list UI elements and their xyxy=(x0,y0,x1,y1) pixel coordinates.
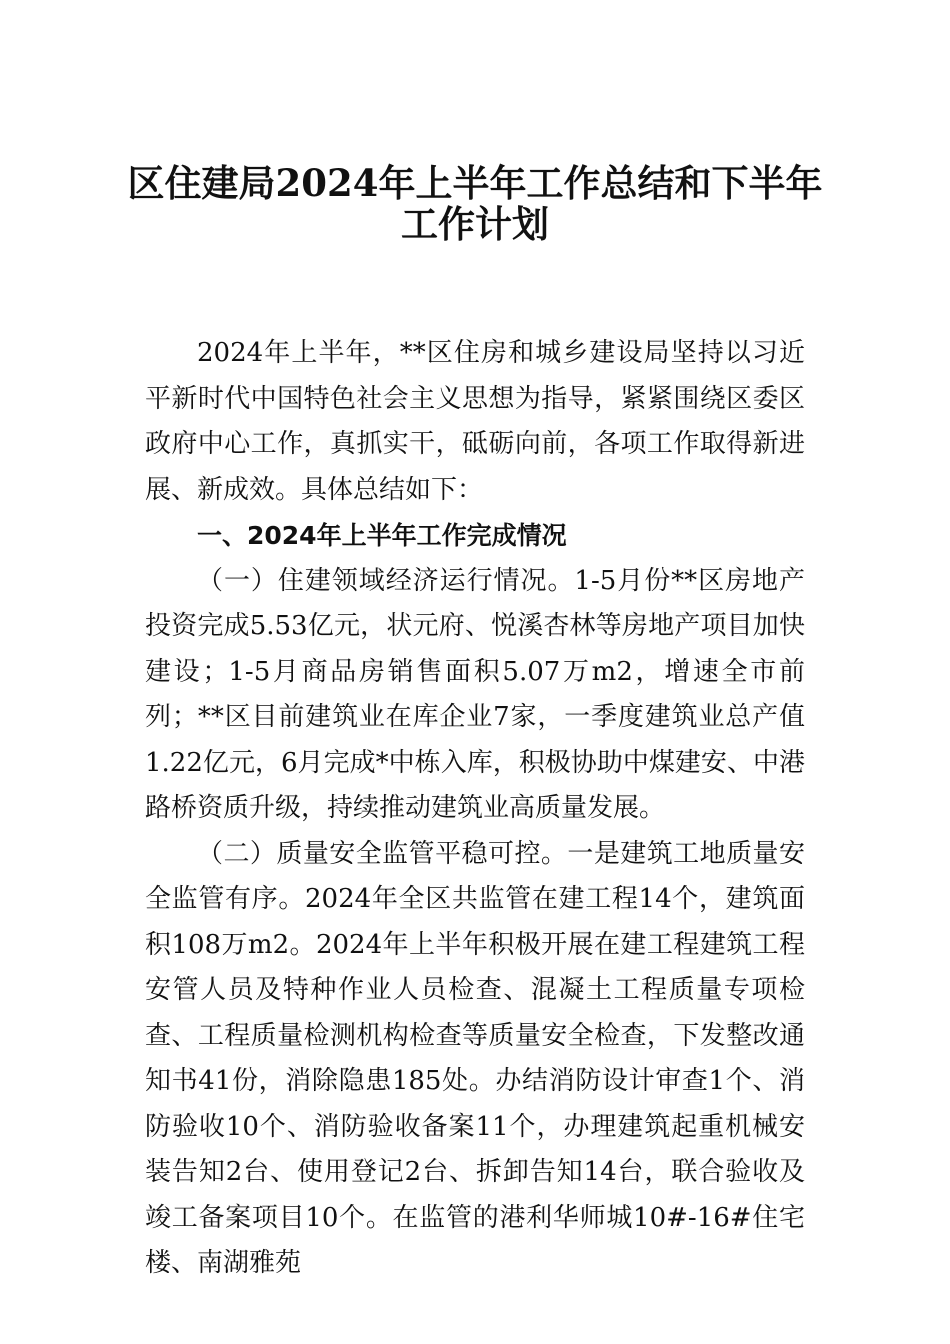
subsection-2-text: 一是建筑工地质量安全监管有序。2024年全区共监管在建工程14个，建筑面积108万m2。2024年上半年积极开展在建工程建筑工程安管人员及特种作业人员检查、混凝土工程质量专项检查、工程质量检测机构检查等质量安全检查，下发整改通知书41份，消除隐患185处。办结消防设计审查1个、消防验收10个、消防验收备案11个，办理建筑起重机械安装告知2台、使用登记2台、拆卸告知14台，联合验收及竣工备案项目10个。在监管的港利华师城10#-16#住宅楼、南湖雅苑 xyxy=(145,838,805,1278)
section-heading: 一、2024年上半年工作完成情况 xyxy=(197,521,567,550)
intro-paragraph: 2024年上半年，**区住房和城乡建设局坚持以习近平新时代中国特色社会主义思想为指导，紧紧围绕区委区政府中心工作，真抓实干，砥砺向前，各项工作取得新进展、新成效。具体总结如下： xyxy=(145,338,805,505)
document-title-line-2: 工作计划 xyxy=(401,202,549,246)
document-title-line-1: 区住建局2024年上半年工作总结和下半年 xyxy=(127,161,823,205)
subsection-1-lead: （一）住建领域经济运行情况。 xyxy=(197,565,575,596)
subsection-2-lead: （二）质量安全监管平稳可控。 xyxy=(197,838,568,869)
subsection-1-text: 1-5月份**区房地产投资完成5.53亿元，状元府、悦溪杏林等房地产项目加快建设；1-5月商品房销售面积5.07万m2，增速全市前列；**区目前建筑业在库企业7家，一季度建筑业总产值1.22亿元，6月完成*中栋入库，积极协助中煤建安、中港路桥资质升级，持续推动建筑业高质量发展。 xyxy=(145,565,805,823)
document-body xyxy=(145,331,805,1287)
subsection-1-paragraph xyxy=(145,559,805,832)
subsection-2-paragraph xyxy=(145,832,805,1287)
